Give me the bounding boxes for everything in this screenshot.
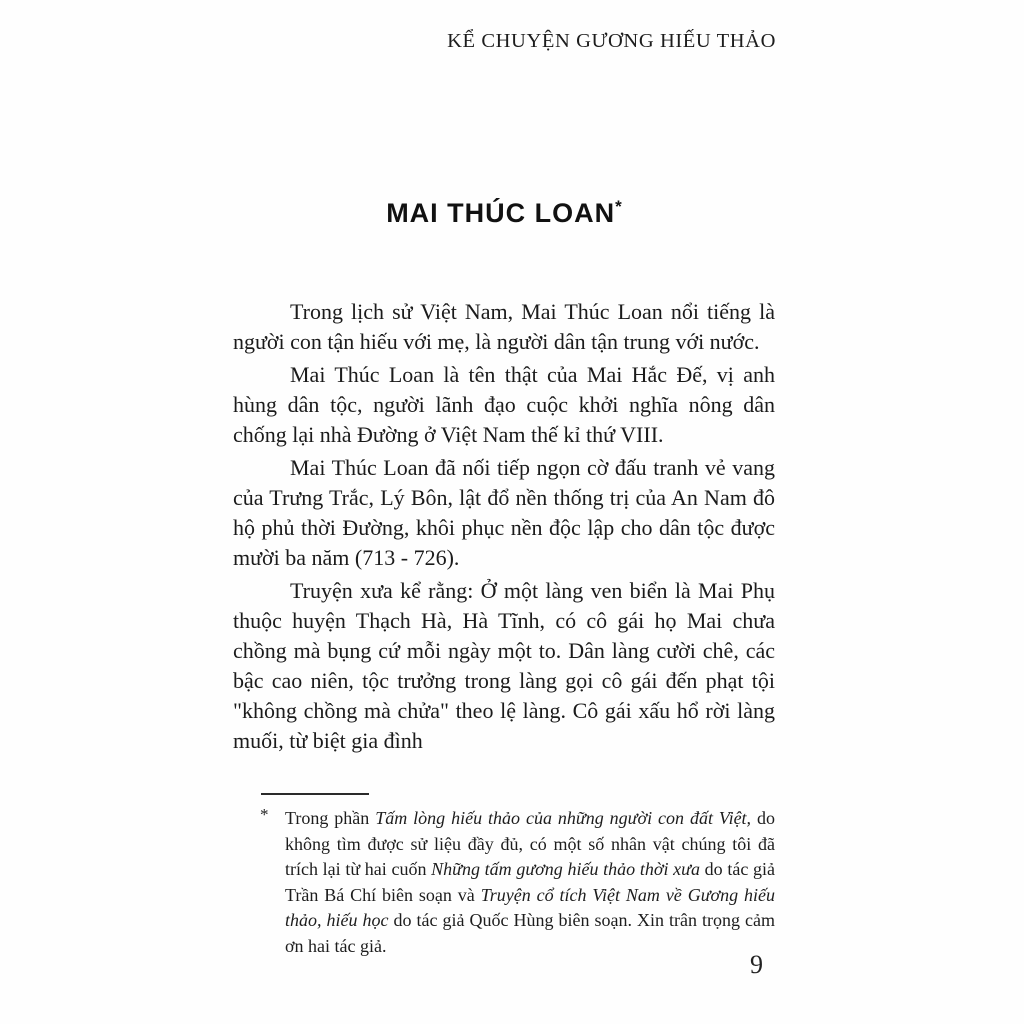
footnote bbox=[258, 806, 775, 959]
paragraph: Mai Thúc Loan là tên thật của Mai Hắc Đế, vị anh hùng dân tộc, người lãnh đạo cuộc khởi nghĩa nông dân chống lại nhà Đường ở Việt Nam thế kỉ thứ VIII. bbox=[233, 362, 775, 447]
running-header: KỂ CHUYỆN GƯƠNG HIẾU THẢO bbox=[447, 30, 776, 52]
title-footnote-marker: * bbox=[615, 197, 622, 216]
body-text bbox=[233, 297, 775, 759]
paragraph: Truyện xưa kể rằng: Ở một làng ven biển là Mai Phụ thuộc huyện Thạch Hà, Hà Tĩnh, có cô gái họ Mai chưa chồng mà bụng cứ mỗi ngày một to. Dân làng cười chê, các bậc cao niên, tộc trưởng trong làng gọi cô gái đến phạt tội "không chồng mà chửa" theo lệ làng. Cô gái xấu hổ rời làng muối, từ biệt gia đình bbox=[233, 578, 775, 753]
page-title bbox=[233, 197, 775, 229]
footnote-text: Trong phần Tấm lòng hiếu thảo của những người con đất Việt, do không tìm được sử liệu đầy đủ, có một số nhân vật chúng tôi đã trích lại từ hai cuốn Những tấm gương hiếu thảo thời xưa do tác giả Trần Bá Chí biên soạn và Truyện cổ tích Việt Nam về Gương hiếu thảo, hiếu học do tác giả Quốc Hùng biên soạn. Xin trân trọng cảm ơn hai tác giả. bbox=[285, 808, 776, 956]
paragraph: Trong lịch sử Việt Nam, Mai Thúc Loan nổi tiếng là người con tận hiếu với mẹ, là người dân tận trung với nước. bbox=[233, 299, 775, 354]
paragraph: Mai Thúc Loan đã nối tiếp ngọn cờ đấu tranh vẻ vang của Trưng Trắc, Lý Bôn, lật đổ nền thống trị của An Nam đô hộ phủ thời Đường, khôi phục nền độc lập cho dân tộc được mười ba năm (713 - 726). bbox=[233, 455, 775, 570]
page-number: 9 bbox=[750, 950, 763, 979]
footnote-divider bbox=[261, 793, 369, 795]
page-title-text: MAI THÚC LOAN bbox=[386, 198, 616, 228]
footnote-marker: * bbox=[260, 805, 269, 824]
